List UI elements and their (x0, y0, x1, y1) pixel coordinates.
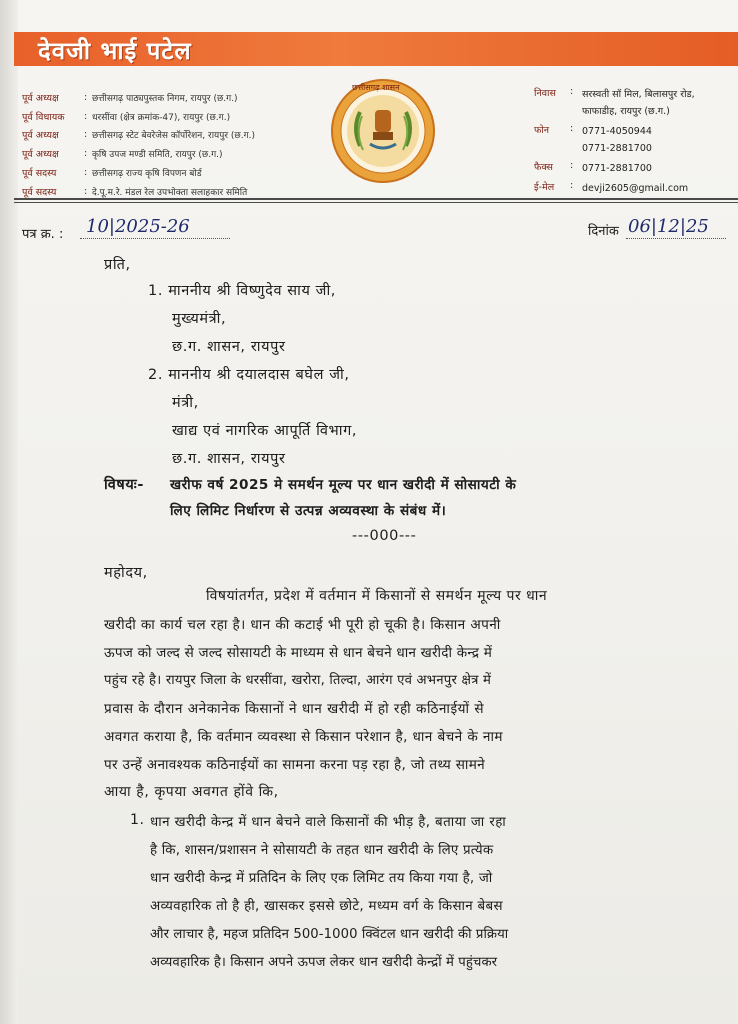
recipient-2-office: छ.ग. शासन, रायपुर (172, 451, 286, 467)
page-edge-shadow (0, 0, 18, 1024)
recipient-2-name: 2. माननीय श्री दयालदास बघेल जी, (148, 367, 350, 383)
ref-number-handwritten: 10|2025-26 (86, 216, 190, 237)
contact-email (534, 180, 695, 197)
post-colon: : (84, 185, 88, 197)
paragraph-line: प्रवास के दौरान अनेकानेक किसानों ने धान खरीदी में हो रही कठिनाईयों से (104, 701, 485, 717)
point-line: अव्यवहारिक है। किसान अपने ऊपज लेकर धान खरीदी केन्द्रों में पहुंचकर (150, 955, 498, 970)
contact-colon: : (570, 123, 574, 134)
paragraph-line: पहुंच रहे है। रायपुर जिला के धरसींवा, खरोरा, तिल्दा, आरंग एवं अभनपुर क्षेत्र में (104, 673, 492, 688)
government-seal-icon (330, 78, 436, 184)
paragraph-line: आया है, कृपया अवगत होंवे कि, (104, 784, 279, 800)
post-colon: : (84, 110, 88, 122)
post-colon: : (84, 148, 88, 160)
post-row (22, 126, 255, 145)
post-label: पूर्व अध्यक्ष (22, 149, 59, 161)
residence-label: निवास (534, 88, 556, 99)
post-label: पूर्व सदस्य (22, 168, 57, 180)
post-text: धरसींवा (क्षेत्र क्रमांक-47), रायपुर (छ.ग.) (92, 112, 231, 123)
phone-value (582, 123, 652, 157)
seal-text: छत्तीसगढ़ शासन (352, 83, 400, 92)
letterhead-divider (14, 198, 738, 200)
point-number: 1. (130, 812, 145, 828)
contact-colon: : (570, 160, 574, 171)
post-row (22, 144, 255, 163)
paragraph-line: विषयांतर्गत, प्रदेश में वर्तमान में किसानों से समर्थन मूल्य पर धान (206, 588, 548, 604)
post-label: पूर्व विधायक (22, 111, 65, 123)
point-line: अव्यवहारिक तो है ही, खासकर इससे छोटे, मध्यम वर्ग के किसान बेबस (150, 899, 503, 914)
paragraph-line: खरीदी का कार्य चल रहा है। धान की कटाई भी पूरी हो चूकी है। किसान अपनी (104, 617, 501, 633)
contact-colon: : (570, 180, 574, 191)
post-row (22, 107, 255, 126)
residence-value (582, 86, 695, 120)
contact-fax (534, 160, 695, 177)
post-colon: : (84, 129, 88, 141)
phone-number-2: 0771-2881700 (582, 143, 652, 154)
recipient-1-office: छ.ग. शासन, रायपुर (172, 339, 286, 355)
separator: ---000--- (352, 528, 417, 544)
paragraph-line: अवगत कराया है, कि वर्तमान व्यवस्था से किसान परेशान है, धान बेचने के नाम (104, 729, 503, 745)
contact-colon: : (570, 86, 574, 97)
paragraph-line: पर उन्हें अनावश्यक कठिनाईयों का सामना करना पड़ रहा है, जो तथ्य सामने (104, 757, 486, 773)
point-line: और लाचार है, महज प्रतिदिन 500-1000 क्विंटल धान खरीदी की प्रक्रिया (150, 927, 509, 942)
post-text: छत्तीसगढ़ पाठ्यपुस्तक निगम, रायपुर (छ.ग.) (92, 93, 238, 104)
post-row (22, 163, 255, 182)
recipient-2-post: मंत्री, (172, 395, 199, 411)
salutation: महोदय, (104, 565, 148, 581)
ref-label: पत्र क्र. : (22, 227, 64, 242)
post-label: पूर्व अध्यक्ष (22, 92, 59, 104)
post-row (22, 88, 255, 107)
phone-label: फोन (534, 125, 550, 136)
residence-line1: सरस्वती सॉ मिल, बिलासपुर रोड, (582, 89, 695, 100)
letterhead-name: देवजी भाई पटेल (38, 36, 192, 65)
contact-residence (534, 86, 695, 120)
point-line: धान खरीदी केन्द्र में धान बेचने वाले किसानों की भीड़ है, बताया जा रहा (150, 815, 507, 830)
paragraph-line: ऊपज को जल्द से जल्द सोसायटी के माध्यम से धान बेचने धान खरीदी केन्द्र में (104, 645, 493, 661)
subject-label: विषयः- (104, 477, 144, 493)
letterhead-divider-thin (14, 202, 738, 203)
previous-posts-list (22, 88, 255, 201)
post-text: छत्तीसगढ़ स्टेट बेवरेजेस कॉर्पोरेशन, रायपुर (छ.ग.) (92, 131, 256, 142)
phone-number-1: 0771-4050944 (582, 126, 652, 137)
contact-block (534, 86, 695, 200)
point-line: धान खरीदी केन्द्र में प्रतिदिन के लिए एक लिमिट तय किया गया है, जो (150, 871, 493, 886)
email-value: devji2605@gmail.com (582, 183, 689, 194)
recipient-1-post: मुख्यमंत्री, (172, 311, 227, 327)
fax-label: फैक्स (534, 162, 553, 173)
point-line: है कि, शासन/प्रशासन ने सोसायटी के तहत धान खरीदी के लिए प्रत्येक (150, 843, 494, 858)
residence-line2: फाफाडीह, रायपुर (छ.ग.) (582, 106, 670, 117)
subject-line-2: लिए लिमिट निर्धारण से उत्पन्न अव्यवस्था के संबंध में। (170, 503, 447, 519)
recipient-1-name: 1. माननीय श्री विष्णुदेव साय जी, (148, 283, 337, 299)
post-text: कृषि उपज मण्डी समिति, रायपुर (छ.ग.) (92, 150, 223, 161)
post-label: पूर्व अध्यक्ष (22, 130, 59, 142)
date-dotted-line (626, 238, 726, 239)
post-text: छत्तीसगढ़ राज्य कृषि विपणन बोर्ड (92, 169, 202, 180)
email-label: ई-मेल (534, 182, 555, 193)
subject-line-1: खरीफ वर्ष 2025 मे समर्थन मूल्य पर धान खरीदी में सोसायटी के (170, 477, 517, 493)
date-handwritten: 06|12|25 (628, 216, 709, 237)
recipient-2-dept: खाद्य एवं नागरिक आपूर्ति विभाग, (172, 423, 358, 439)
post-colon: : (84, 91, 88, 103)
contact-phone (534, 123, 695, 157)
letterhead-banner (14, 32, 738, 66)
fax-value: 0771-2881700 (582, 163, 652, 174)
date-label: दिनांक (588, 224, 619, 239)
to-label: प्रति, (104, 257, 131, 273)
post-text: दे.पू.म.रे. मंडल रेल उपभोक्ता सलाहकार समिति (92, 187, 248, 198)
post-label: पूर्व सदस्य (22, 186, 57, 198)
post-colon: : (84, 167, 88, 179)
ref-dotted-line (80, 238, 230, 239)
